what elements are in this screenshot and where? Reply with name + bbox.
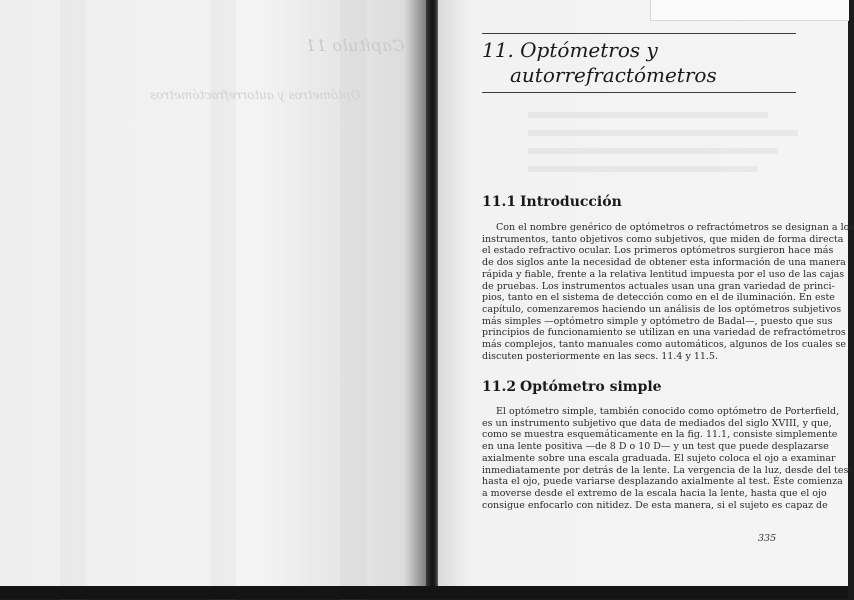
- text-line: discuten posteriormente en las secs. 11.4 y 11.5.: [482, 350, 718, 362]
- section-title: Optómetro simple: [520, 379, 662, 395]
- section-title: Introducción: [520, 194, 622, 210]
- text-line: el estado refractivo ocular. Los primeros optómetros surgieron hace más: [482, 245, 834, 257]
- text-line: axialmente sobre una escala graduada. El sujeto coloca el ojo a examinar: [482, 452, 836, 464]
- paper-tab: [650, 0, 849, 21]
- bleed-through-text: [528, 166, 758, 172]
- text-line: principios de funcionamiento se utilizan en una variedad de refractómetros: [482, 327, 846, 339]
- section-paragraph: [482, 406, 853, 511]
- right-page: [438, 0, 854, 588]
- scan-shadow: [0, 586, 848, 599]
- text-line: rápida y fiable, frente a la relativa lentitud impuesta por el uso de las cajas: [482, 268, 845, 280]
- bleed-through-chapter-label: Capítulo 11: [305, 36, 405, 55]
- section-number: 11.2: [482, 379, 517, 395]
- text-line: El optómetro simple, también conocido como optómetro de Porterfield,: [496, 406, 840, 417]
- text-line: instrumentos, tanto objetivos como subjetivos, que miden de forma directa: [482, 233, 844, 245]
- text-line: a moverse desde el extremo de la escala hacia la lente, hasta que el ojo: [482, 487, 827, 499]
- page-number: 335: [758, 533, 777, 544]
- text-line: capítulo, comenzaremos haciendo un análisis de los optómetros subjetivos: [482, 303, 842, 315]
- bleed-through-chapter-title: Optómetros y autorrefractómetros: [150, 88, 361, 102]
- text-line: en una lente positiva —de 8 D o 10 D— y un test que puede desplazarse: [482, 441, 829, 453]
- text-line: más complejos, tanto manuales como automáticos, algunos de los cuales se: [482, 339, 846, 351]
- chapter-title-line2: autorrefractómetros: [510, 63, 717, 87]
- section-paragraph: [482, 222, 854, 362]
- text-line: Con el nombre genérico de optómetros o refractómetros se designan a los: [496, 222, 854, 233]
- text-line: inmediatamente por detrás de la lente. La vergencia de la luz, desde del test: [482, 464, 853, 476]
- text-line: es un instrumento subjetivo que data de mediados del siglo XVIII, y que,: [482, 417, 832, 429]
- bleed-through-text: [528, 112, 768, 118]
- title-rule-bottom: [482, 92, 796, 93]
- paper-shade: [60, 0, 86, 600]
- text-line: de dos siglos ante la necesidad de obtener esta información de una manera: [482, 257, 846, 269]
- chapter-title-line1: 11. Optómetros y: [482, 38, 658, 62]
- section-number: 11.1: [482, 194, 517, 210]
- section-heading: [482, 194, 622, 210]
- text-line: consigue enfocarlo con nitidez. De esta manera, si el sujeto es capaz de: [482, 499, 828, 511]
- section-heading: [482, 379, 662, 395]
- title-rule-top: [482, 33, 796, 34]
- bleed-through-text: [528, 130, 798, 136]
- text-line: como se muestra esquemáticamente en la fig. 11.1, consiste simplemente: [482, 429, 838, 441]
- text-line: de pruebas. Los instrumentos actuales usan una gran variedad de princi-: [482, 280, 835, 292]
- left-page: [0, 0, 430, 586]
- text-line: más simples —optómetro simple y optómetro de Badal—, puesto que sus: [482, 315, 833, 327]
- text-line: hasta el ojo, puede variarse desplazando axialmente al test. Éste comienza: [482, 476, 843, 488]
- bleed-through-text: [528, 148, 778, 154]
- text-line: pios, tanto en el sistema de detección como en el de iluminación. En este: [482, 292, 835, 304]
